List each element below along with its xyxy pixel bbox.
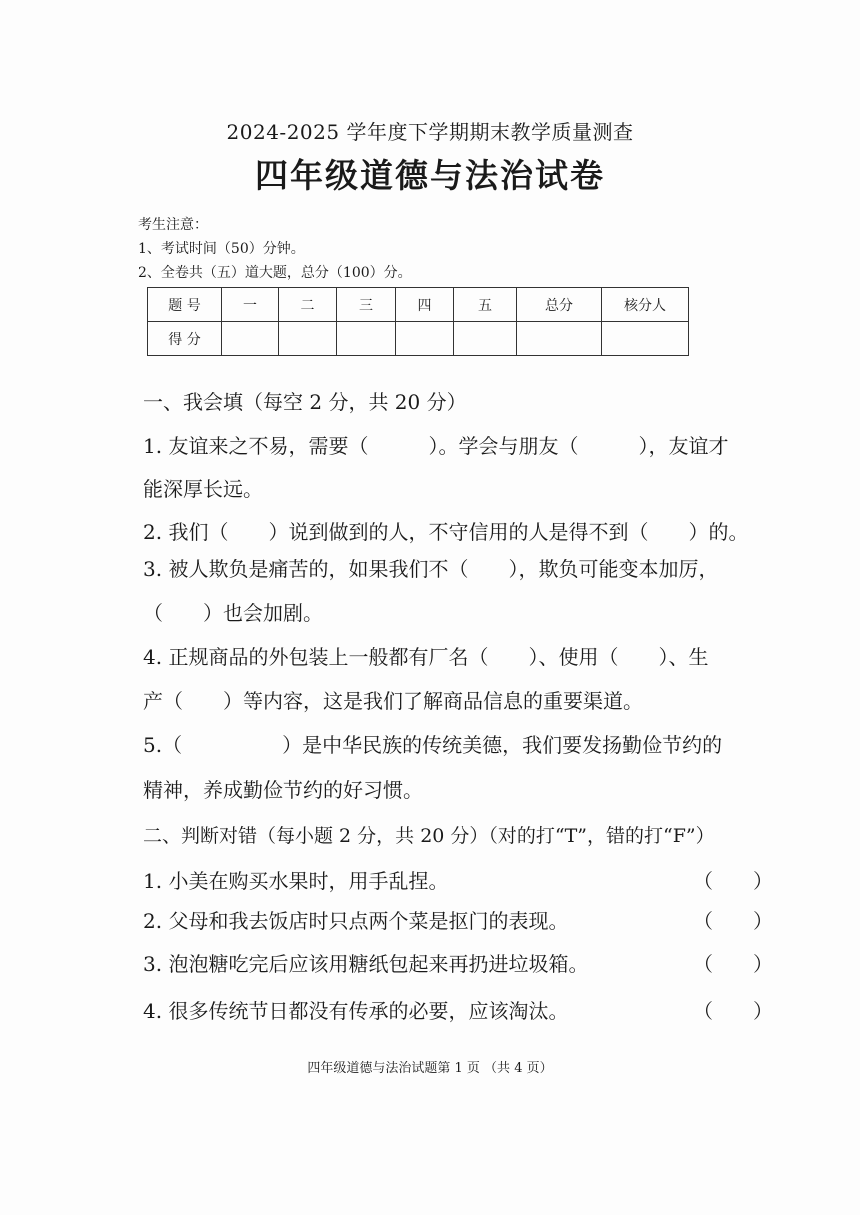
score-cell[interactable] [279, 322, 337, 356]
section1-line: 产（ ）等内容，这是我们了解商品信息的重要渠道。 [143, 689, 643, 713]
score-table-header: 二 [279, 288, 337, 322]
judge-answer-blank[interactable]: （ ） [693, 869, 773, 893]
score-table-header: 四 [396, 288, 454, 322]
notice-item-time: 1、考试时间（50）分钟。 [138, 241, 305, 257]
judge-item-text: 1. 小美在购买水果时，用手乱捏。 [143, 869, 449, 893]
score-table [147, 287, 689, 356]
score-table-header: 题 号 [148, 288, 222, 322]
score-cell[interactable] [337, 322, 396, 356]
section2-title: 二、判断对错（每小题 2 分，共 20 分）（对的打“T”，错的打“F”） [143, 825, 715, 847]
score-row-label: 得 分 [148, 322, 222, 356]
score-table-header: 核分人 [602, 288, 689, 322]
judge-answer-blank[interactable]: （ ） [693, 909, 773, 933]
score-cell[interactable] [454, 322, 517, 356]
score-table-header: 总分 [517, 288, 602, 322]
score-cell[interactable] [396, 322, 454, 356]
judge-answer-blank[interactable]: （ ） [693, 999, 773, 1023]
judge-item-text: 2. 父母和我去饭店时只点两个菜是抠门的表现。 [143, 909, 569, 933]
score-table-header: 五 [454, 288, 517, 322]
judge-item-text: 4. 很多传统节日都没有传承的必要，应该淘汰。 [143, 999, 569, 1023]
judge-item-text: 3. 泡泡糖吃完后应该用糖纸包起来再扔进垃圾箱。 [143, 952, 589, 976]
page-footer: 四年级道德与法治试题第 1 页 （共 4 页） [307, 1061, 553, 1076]
section1-line: （ ）也会加剧。 [143, 601, 323, 625]
notice-item-total: 2、全卷共（五）道大题，总分（100）分。 [138, 265, 412, 281]
section1-line: 4. 正规商品的外包装上一般都有厂名（ ）、使用（ ）、生 [143, 645, 709, 669]
section1-line: 2. 我们（ ）说到做到的人，不守信用的人是得不到（ ）的。 [143, 520, 749, 544]
section1-line: 3. 被人欺负是痛苦的，如果我们不（ ），欺负可能变本加厉， [143, 557, 719, 581]
section1-line: 精神，养成勤俭节约的好习惯。 [143, 778, 423, 802]
score-table-score-row [148, 322, 689, 356]
score-table-header-row [148, 288, 689, 322]
score-cell[interactable] [517, 322, 602, 356]
notice-heading: 考生注意： [138, 217, 208, 233]
exam-title: 四年级道德与法治试卷 [255, 156, 605, 195]
judge-answer-blank[interactable]: （ ） [693, 952, 773, 976]
section1-line: 能深厚长远。 [143, 477, 263, 501]
section1-title: 一、我会填（每空 2 分，共 20 分） [143, 390, 467, 414]
section1-line: 5.（ ）是中华民族的传统美德，我们要发扬勤俭节约的 [143, 733, 723, 757]
exam-subtitle: 2024-2025 学年度下学期期末教学质量测查 [226, 120, 634, 144]
score-table-header: 一 [222, 288, 279, 322]
score-cell[interactable] [222, 322, 279, 356]
score-cell[interactable] [602, 322, 689, 356]
section1-line: 1. 友谊来之不易，需要（ ）。学会与朋友（ ），友谊才 [143, 434, 729, 458]
score-table-header: 三 [337, 288, 396, 322]
